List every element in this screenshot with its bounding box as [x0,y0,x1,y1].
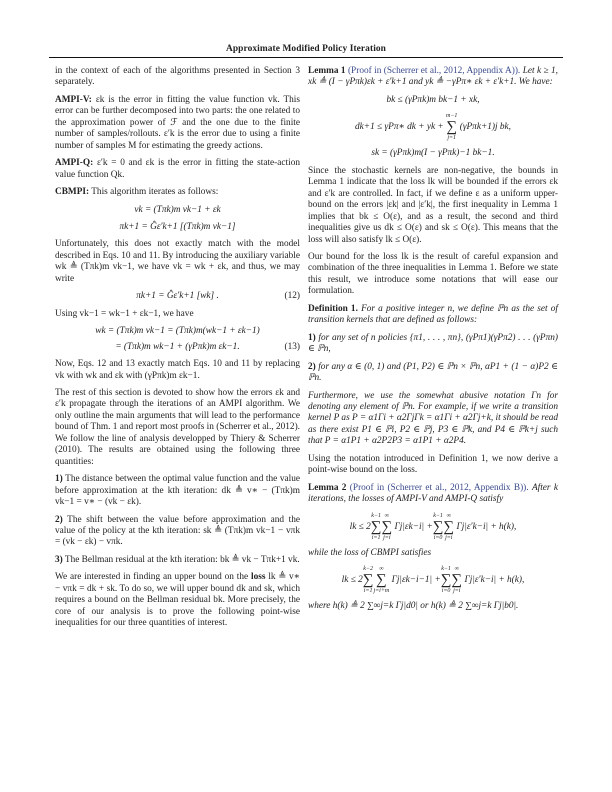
eq1-term2: Γj|ε′k−i| + h(k), [456,521,517,532]
quantity-1-text: The distance between the optimal value function and the value before approximation at the kth iteration: dk ≜ v∗ − (Tπk)m vk−1 = v∗ − (vk − εk). [55,474,300,508]
sum-symbol: k−1 ∑ i=1 [370,512,382,541]
sum-symbol: k−1 ∑ i=0 [432,512,444,541]
sum-lower-limit: j=i+m [373,588,390,595]
lemma-1-eq3: sk = (γPπk)m(I − γPπk)−1 bk−1. [371,148,495,159]
sum-upper-limit: ∞ [384,512,389,519]
lemma-1-eq1: bk ≤ (γPπk)m bk−1 + xk, [386,94,480,105]
ampi-v-text: εk is the error in fitting the value function vk. This error can be further decomposed into two parts: the one related to the approximation power of ℱ and the one due to the finite number of samples/rollouts. ε′k is the error due to using a finite number of samples M for estimating the greedy actions. [55,94,301,151]
definition-1-item-1 [308,333,558,356]
equation-vk: vk = (Tπk)m vk−1 + εk [134,204,221,215]
sum-lower-limit: i=0 [441,588,451,595]
ampi-q-label: AMPI-Q: [55,158,94,169]
definition-1-item-2 [308,362,558,385]
since-paragraph: Since the stochastic kernels are non-negative, the bounds in Lemma 1 indicate that the loss lk will be bounded if the errors εk and ε′k are controlled. In fact, if we define ε as a uniform upper-bound on the errors |εk| and |ε′k|, the first inequality in Lemma 1 implies that bk ≤ O(ε), and as a result, the second and third inequalities give us dk ≤ O(ε) and sk ≤ O(ε). This means that the loss will also satisfy lk ≤ O(ε). [308,165,558,245]
sum-lower-limit: j=i [445,534,453,541]
lemma-2-text: After k iterations, the losses of AMPI-V and AMPI-Q satisfy [308,482,558,505]
furthermore-paragraph: Furthermore, we use the somewhat abusive notation Γn for denoting any element of ℙn. For example, if we write a transition kernel P as P = α1Γi + α2ΓjΓk = α1Γi + α2Γj+k, it should be read as there exist P1 ∈ ℙi, P2 ∈ ℙj, P3 ∈ ℙk, and P4 ∈ ℙk+j such that P = α1P1 + α2P2P3 = α1P1 + α2P4. [308,390,558,447]
cbmpi-label: CBMPI: [55,187,90,198]
eq2-lhs: lk ≤ 2 [341,575,363,586]
lemma-1-proof-link[interactable]: (Proof in (Scherrer et al., 2012, Appendix A)). [347,66,521,76]
lemma-2-eq1 [308,512,558,542]
equation-12-body: πk+1 = Ĝε′k+1 [wk] . [136,291,219,302]
sum-lower-limit: j=i [453,588,461,595]
using-notation-paragraph: Using the notation introduced in Definition 1, we now derive a point-wise bound on the loss. [308,453,558,476]
sum-lower-limit: i=1 [371,534,381,541]
quantity-1-label: 1) [55,474,63,485]
sum-upper-limit: ∞ [454,566,459,573]
quantity-2-label: 2) [55,514,63,525]
lemma-2-label: Lemma 2 [308,482,347,493]
sum-lower-limit: j=i [383,534,391,541]
sum-upper-limit: k−2 [363,566,373,573]
eq1-lhs: lk ≤ 2 [349,521,371,532]
eq1-term1: Γj|εk−i| + [394,521,433,532]
item-2-label: 2) [308,361,316,372]
rest-paragraph: The rest of this section is devoted to show how the errors εk and ε′k propagate through the iterations of an AMPI algorithm. We only outline the main arguments that will lead to the performance bound of Thm. 1 and report most proofs in (Scherrer et al., 2012). We follow the line of analysis developped by Thiery & Scherrer (2010). The results are obtained using the following three quantities: [55,387,300,467]
quantity-3-text: The Bellman residual at the kth iteration: bk ≜ vk − Tπk+1 vk. [64,554,300,565]
equation-pi: πk+1 = Ĝε′k+1 [(Tπk)m vk−1] [119,221,236,232]
while-text: while the loss of CBMPI satisfies [308,547,432,558]
lemma-1-eq2-lhs: dk+1 ≤ γPπ∗ dk + yk + [355,122,444,133]
sum-upper-limit: k−1 [433,512,443,519]
sum-symbol: ∞ ∑ j=i+m [373,566,390,595]
item-1-text: for any set of n policies {π1, . . . , πn}, (γPπ1)(γPπ2) . . . (γPπn) ∈ ℙn, [308,332,558,355]
equation-13-number: (13) [284,341,300,352]
unfortunately-paragraph: Unfortunately, this does not exactly match with the model described in Eqs. 10 and 11. By introducing the auxiliary variable wk ≜ (Tπk)m vk−1, we have vk = wk + εk, and thus, we may write [55,239,300,284]
sum-symbol: ∞ ∑ j=i [381,512,393,541]
ampi-v-label: AMPI-V: [55,94,92,105]
sum-lower-limit: i=1 [363,588,373,595]
equation-13-line2: = (Tπk)m wk−1 + (γPπk)m εk−1. [115,341,240,352]
lemma-1-eq2 [308,112,558,142]
lemma-2-eq2 [308,565,558,595]
eq2-term1: Γj|εk−i−1| + [391,575,441,586]
lemma-1-text: Let k ≥ 1, xk ≜ (I − γPπk)εk + ε′k+1 and yk ≜ −γPπ∗ εk + ε′k+1. We have: [308,66,559,88]
equation-13 [55,342,300,353]
interest-post: lk ≜ v∗ − vπk = dk + sk. To do so, we will upper bound dk and sk, which requires a bound on the Bellman residual bk. More precisely, the core of our analysis is to prove the following point-wise inequalities for our three quantities of interest. [55,572,300,629]
sum-upper-limit: ∞ [446,512,451,519]
using-paragraph: Using vk−1 = wk−1 + εk−1, we have [55,308,194,319]
intro-paragraph: in the context of each of the algorithms presented in Section 3 separately. [55,66,300,88]
quantity-3 [55,555,300,566]
lemma-2-proof-link[interactable]: (Proof in (Scherrer et al., 2012, Appendix B)). [349,482,529,493]
sum-symbol: k−2 ∑ i=1 [362,566,374,595]
sum-symbol: ∞ ∑ j=i [451,566,463,595]
sum-upper-limit: m−1 [446,113,458,120]
item-2-text: for any α ∈ (0, 1) and (P1, P2) ∈ ℙn × ℙn, αP1 + (1 − α)P2 ∈ ℙn. [308,361,558,384]
sum-symbol: m−1 ∑ j=1 [446,113,458,142]
sum-symbol: k−1 ∑ i=0 [440,566,452,595]
lemma-1 [308,66,558,89]
quantity-2-text: The shift between the value before approximation and the value of the policy at the kth iteration: sk ≜ (Tπk)m vk−1 − vπk = (vk − εk) − vπk. [55,514,300,548]
equation-12-number: (12) [284,291,300,302]
where-text: where h(k) ≜ 2 ∑∞j=k Γj|d0| or h(k) ≜ 2 ∑∞j=k Γj|b0|. [308,601,519,612]
interest-paragraph [55,572,300,629]
quantity-3-label: 3) [55,554,63,565]
lemma-2 [308,483,558,506]
definition-1-label: Definition 1. [308,303,358,314]
our-bound-paragraph: Our bound for the loss lk is the result of careful expansion and combination of the three inequalities in Lemma 1. Before we state this result, we introduce some notations that will ease our formulation. [308,251,558,297]
cbmpi-paragraph [55,187,300,198]
lemma-1-eq2-rhs: (γPπk+1)j bk, [459,122,511,133]
sum-upper-limit: k−1 [371,512,381,519]
running-header: Approximate Modified Policy Iteration [225,44,387,54]
right-column [308,66,558,619]
left-column [55,66,300,636]
lemma-1-label: Lemma 1 [308,66,346,76]
interest-pre: We are interested in finding an upper bound on the [55,572,249,583]
ampi-v-paragraph [55,95,300,152]
sum-lower-limit: j=1 [447,135,457,142]
equation-13-line1: wk = (Tπk)m vk−1 = (Tπk)m(wk−1 + εk−1) [95,326,260,337]
definition-1-text: For a positive integer n, we define ℙn as the set of transition kernels that are defined as follows: [308,303,558,326]
ampi-q-paragraph [55,158,300,181]
eq2-term2: Γj|ε′k−i| + h(k), [464,575,525,586]
sum-lower-limit: i=0 [433,534,443,541]
sum-upper-limit: ∞ [379,566,384,573]
ampi-q-text: ε′k = 0 and εk is the error in fitting the state-action value function Qk. [55,158,300,180]
quantity-1 [55,474,300,508]
loss-label: loss [251,572,266,583]
sum-symbol: ∞ ∑ j=i [443,512,455,541]
sum-upper-limit: k−1 [441,566,451,573]
now-paragraph: Now, Eqs. 12 and 13 exactly match Eqs. 10 and 11 by replacing vk with wk and εk with (γPπk)m εk−1. [55,359,300,381]
item-1-label: 1) [308,332,316,343]
equation-12 [55,291,300,302]
cbmpi-text: This algorithm iterates as follows: [91,187,219,198]
definition-1 [308,304,558,327]
header-rule [49,57,563,58]
quantity-2 [55,515,300,549]
